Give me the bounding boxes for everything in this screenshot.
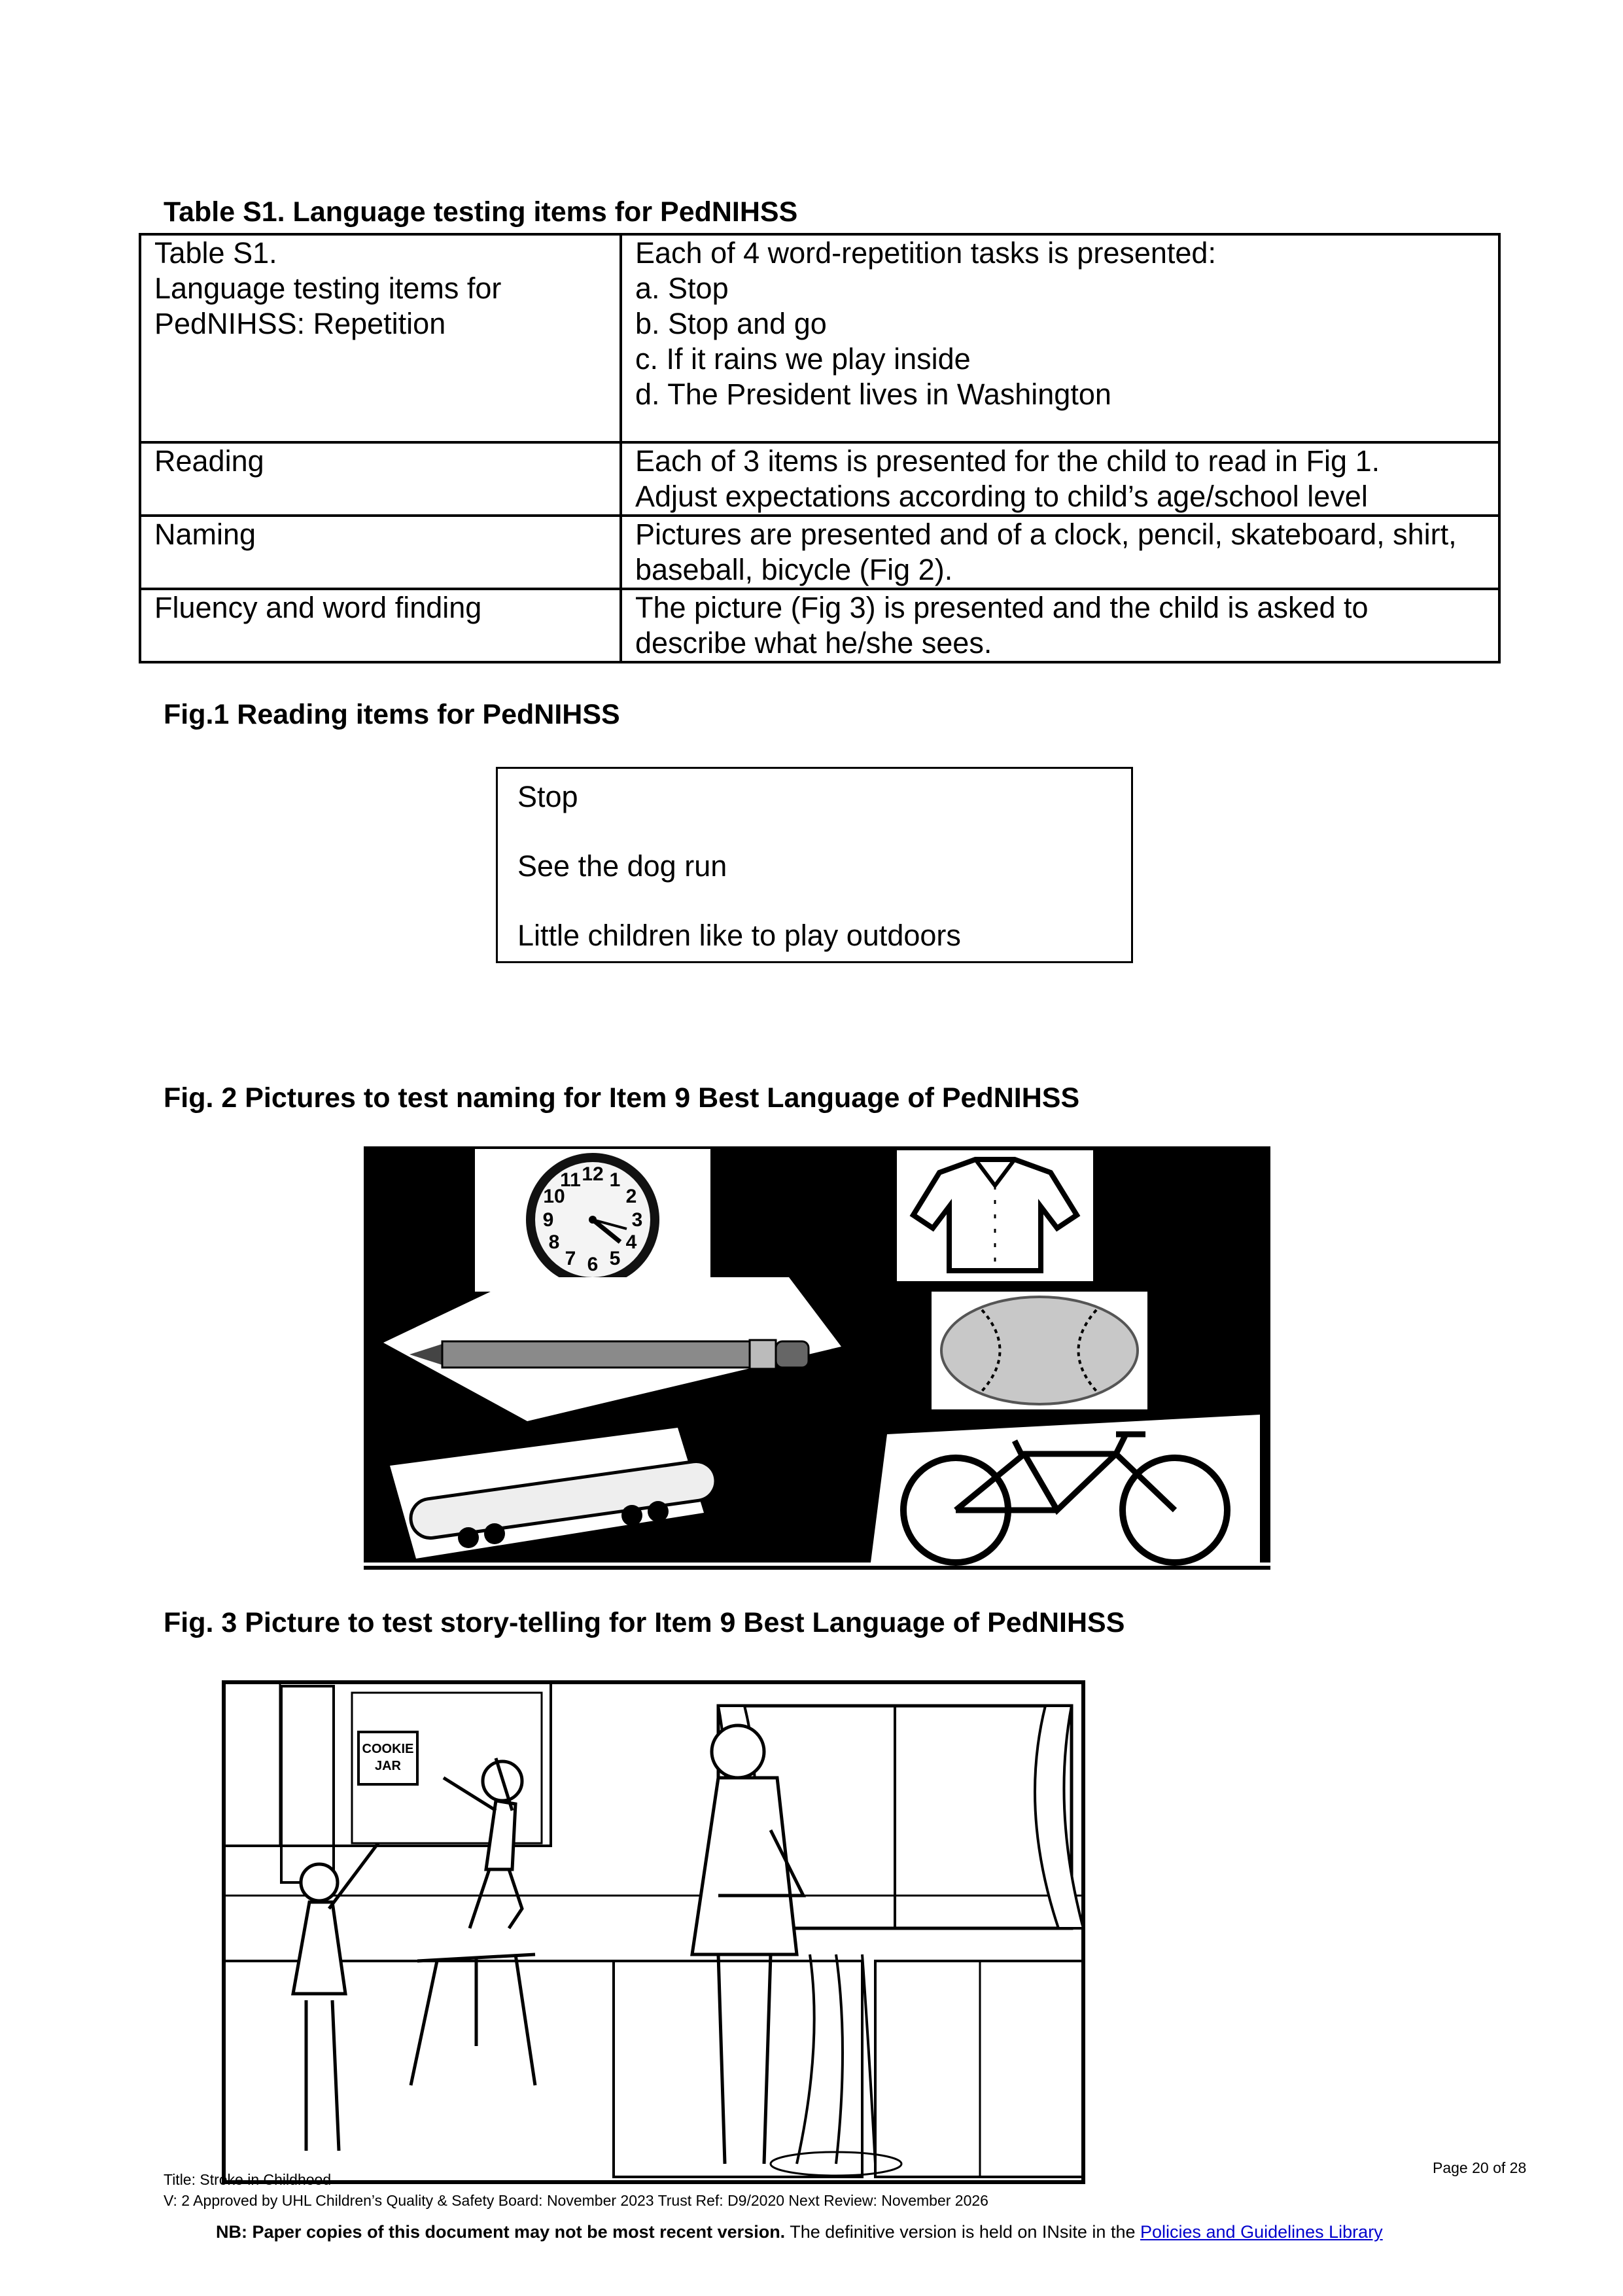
- footer-title: Title: Stroke in Childhood: [164, 2171, 332, 2188]
- table-cell-label: Naming: [140, 516, 621, 589]
- reading-item: Little children like to play outdoors: [517, 919, 961, 952]
- policies-library-link[interactable]: Policies and Guidelines Library: [1140, 2222, 1383, 2242]
- baseball-picture: [932, 1292, 1147, 1409]
- clock-number: 8: [548, 1231, 560, 1253]
- table-cell-content: Each of 4 word-repetition tasks is presented: a. Stop b. Stop and go c. If it rains we play inside d. The President lives in Washington: [621, 234, 1499, 442]
- table-cell-label: Table S1. Language testing items for PedNIHSS: Repetition: [140, 234, 621, 442]
- clock-number: 2: [625, 1186, 637, 1207]
- table-cell-content: Each of 3 items is presented for the child to read in Fig 1. Adjust expectations according to child’s age/school level: [621, 442, 1499, 516]
- table-row: [140, 234, 1499, 442]
- naming-pictures: [364, 1146, 1270, 1574]
- shirt-picture: [897, 1150, 1093, 1281]
- reading-items-box: [496, 767, 1133, 963]
- table-row: [140, 516, 1499, 589]
- clock-number: 12: [582, 1163, 604, 1185]
- svg-text:COOKIE: COOKIE: [362, 1742, 414, 1756]
- svg-text:JAR: JAR: [374, 1759, 402, 1773]
- footer-note: NB: Paper copies of this document may not be most recent version. The definitive version is held on INsite in the Policies and Guidelines Library: [216, 2222, 1383, 2242]
- table-row: [140, 589, 1499, 662]
- footer-version: V: 2 Approved by UHL Children’s Quality & Safety Board: November 2023 Trust Ref: D9/2020 Next Review: November 2026: [164, 2192, 988, 2209]
- clock-number: 1: [609, 1169, 621, 1191]
- clock-number: 7: [565, 1248, 576, 1269]
- clock-number: 11: [560, 1169, 581, 1191]
- language-testing-table: [139, 233, 1501, 663]
- fig1-title: Fig.1 Reading items for PedNIHSS: [164, 699, 620, 730]
- reading-item: See the dog run: [517, 849, 727, 883]
- clock-number: 6: [587, 1254, 599, 1275]
- table-cell-content: The picture (Fig 3) is presented and the child is asked to describe what he/she sees.: [621, 589, 1499, 662]
- clock-number: 3: [631, 1209, 643, 1231]
- reading-item: Stop: [517, 780, 578, 813]
- bicycle-picture: [871, 1415, 1260, 1563]
- story-telling-picture: [221, 1680, 1086, 2185]
- table-cell-content: Pictures are presented and of a clock, pencil, skateboard, shirt, baseball, bicycle (Fig 2).: [621, 516, 1499, 589]
- table-title: Table S1. Language testing items for PedNIHSS: [164, 196, 798, 228]
- fig3-title: Fig. 3 Picture to test story-telling for Item 9 Best Language of PedNIHSS: [164, 1607, 1125, 1638]
- cookie-jar: [358, 1732, 417, 1784]
- clock-number: 9: [542, 1209, 554, 1231]
- table-cell-label: Fluency and word finding: [140, 589, 621, 662]
- fig2-title: Fig. 2 Pictures to test naming for Item 9 Best Language of PedNIHSS: [164, 1082, 1080, 1114]
- clock-number: 5: [609, 1248, 621, 1269]
- clock-number: 4: [625, 1231, 637, 1253]
- clock-picture: [475, 1149, 710, 1292]
- clock-number: 10: [543, 1186, 565, 1207]
- table-cell-label: Reading: [140, 442, 621, 516]
- table-row: [140, 442, 1499, 516]
- page-number: Page 20 of 28: [1433, 2159, 1527, 2176]
